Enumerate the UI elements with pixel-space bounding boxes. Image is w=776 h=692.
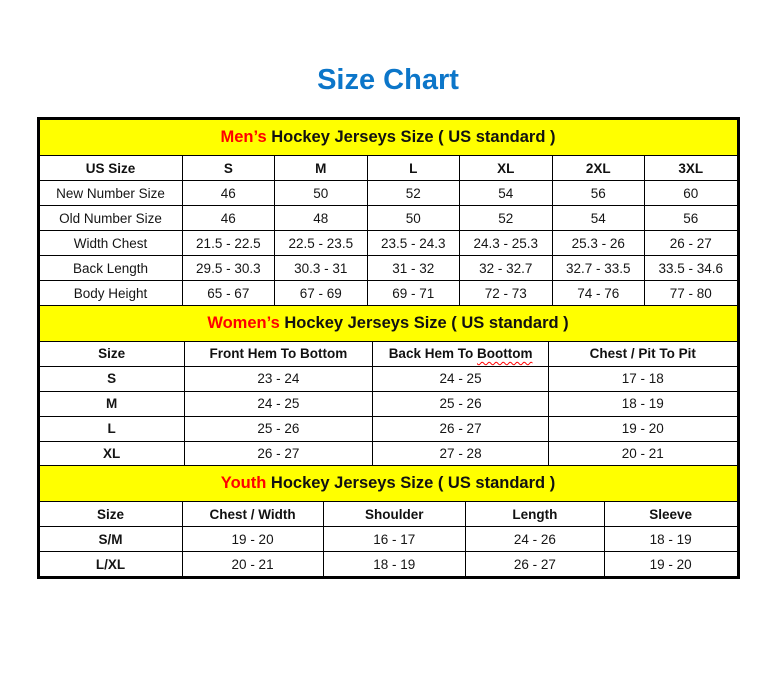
youth-caption-highlight: Youth [220, 474, 267, 492]
womens-section-caption [39, 305, 737, 341]
mens-size-table [39, 119, 738, 306]
mens-cell: 65 - 67 [182, 281, 274, 306]
mens-table-row [39, 181, 737, 206]
mens-cell: 67 - 69 [275, 281, 367, 306]
mens-table-row [39, 206, 737, 231]
mens-column-header: 3XL [645, 156, 738, 181]
mens-cell: 54 [460, 181, 552, 206]
womens-table-row [39, 391, 737, 416]
womens-row-label: S [39, 366, 184, 391]
mens-cell: 52 [460, 206, 552, 231]
mens-cell: 46 [182, 181, 274, 206]
mens-table-row [39, 281, 737, 306]
mens-cell: 52 [367, 181, 459, 206]
mens-cell: 48 [275, 206, 367, 231]
mens-row-label: Width Chest [39, 231, 182, 256]
womens-cell: 27 - 28 [373, 441, 549, 466]
womens-row-label: XL [39, 441, 184, 466]
mens-section-caption [39, 120, 737, 156]
youth-column-header: Length [465, 502, 604, 527]
youth-row-label: S/M [39, 527, 182, 552]
mens-cell: 22.5 - 23.5 [275, 231, 367, 256]
youth-cell: 20 - 21 [182, 552, 323, 577]
youth-table-row [39, 527, 737, 552]
page-title: Size Chart [317, 64, 459, 96]
womens-caption-text: Hockey Jerseys Size ( US standard ) [279, 313, 569, 332]
womens-cell: 26 - 27 [184, 441, 372, 466]
womens-cell: 19 - 20 [549, 416, 737, 441]
womens-table-row [39, 366, 737, 391]
youth-column-header: Chest / Width [182, 502, 323, 527]
mens-cell: 56 [552, 181, 644, 206]
mens-cell: 33.5 - 34.6 [645, 256, 738, 281]
mens-column-header: S [182, 156, 274, 181]
mens-cell: 60 [645, 181, 738, 206]
youth-caption-text: Hockey Jerseys Size ( US standard ) [266, 474, 556, 492]
youth-cell: 24 - 26 [465, 527, 604, 552]
mens-column-header: XL [460, 156, 552, 181]
mens-cell: 74 - 76 [552, 281, 644, 306]
mens-cell: 50 [367, 206, 459, 231]
mens-row-label: Body Height [39, 281, 182, 306]
mens-cell: 32.7 - 33.5 [552, 256, 644, 281]
mens-row-label: Back Length [39, 256, 182, 281]
mens-cell: 25.3 - 26 [552, 231, 644, 256]
womens-cell: 17 - 18 [549, 366, 737, 391]
mens-column-header: US Size [39, 156, 182, 181]
mens-cell: 29.5 - 30.3 [182, 256, 274, 281]
womens-cell: 24 - 25 [184, 391, 372, 416]
youth-column-header: Shoulder [323, 502, 465, 527]
mens-cell: 54 [552, 206, 644, 231]
mens-cell: 21.5 - 22.5 [182, 231, 274, 256]
womens-cell: 25 - 26 [184, 416, 372, 441]
mens-cell: 69 - 71 [367, 281, 459, 306]
youth-cell: 16 - 17 [323, 527, 465, 552]
womens-row-label: M [39, 391, 184, 416]
mens-cell: 46 [182, 206, 274, 231]
mens-caption-highlight: Men’s [220, 128, 267, 146]
mens-row-label: Old Number Size [39, 206, 182, 231]
womens-cell: 23 - 24 [184, 366, 372, 391]
misspelled-word: Boottom [476, 346, 533, 361]
mens-table-row [39, 231, 737, 256]
womens-table-row [39, 441, 737, 466]
mens-cell: 31 - 32 [367, 256, 459, 281]
mens-row-label: New Number Size [39, 181, 182, 206]
womens-table-row [39, 416, 737, 441]
youth-cell: 18 - 19 [323, 552, 465, 577]
mens-cell: 77 - 80 [645, 281, 738, 306]
mens-column-header: M [275, 156, 367, 181]
mens-caption-text: Hockey Jerseys Size ( US standard ) [266, 128, 556, 146]
size-chart-tables [37, 117, 740, 579]
mens-cell: 50 [275, 181, 367, 206]
womens-cell: 26 - 27 [373, 416, 549, 441]
womens-column-header: Chest / Pit To Pit [549, 341, 737, 366]
youth-row-label: L/XL [39, 552, 182, 577]
womens-cell: 25 - 26 [373, 391, 549, 416]
mens-column-header: 2XL [552, 156, 644, 181]
mens-table-row [39, 256, 737, 281]
youth-table-row [39, 552, 737, 577]
womens-cell: 18 - 19 [549, 391, 737, 416]
youth-size-table [39, 465, 738, 577]
womens-column-header: Front Hem To Bottom [184, 341, 372, 366]
youth-header-row [39, 502, 737, 527]
womens-column-header: Back Hem To Boottom [373, 341, 549, 366]
womens-row-label: L [39, 416, 184, 441]
youth-cell: 19 - 20 [182, 527, 323, 552]
womens-cell: 24 - 25 [373, 366, 549, 391]
youth-column-header: Sleeve [604, 502, 737, 527]
womens-cell: 20 - 21 [549, 441, 737, 466]
youth-cell: 26 - 27 [465, 552, 604, 577]
youth-cell: 18 - 19 [604, 527, 737, 552]
womens-caption-highlight: Women’s [207, 313, 280, 332]
youth-section-caption [39, 466, 737, 502]
womens-column-header: Size [39, 341, 184, 366]
womens-header-row [39, 341, 737, 366]
youth-cell: 19 - 20 [604, 552, 737, 577]
womens-size-table [39, 305, 738, 467]
mens-cell: 30.3 - 31 [275, 256, 367, 281]
youth-column-header: Size [39, 502, 182, 527]
mens-cell: 26 - 27 [645, 231, 738, 256]
mens-cell: 72 - 73 [460, 281, 552, 306]
mens-column-header: L [367, 156, 459, 181]
mens-cell: 56 [645, 206, 738, 231]
mens-header-row [39, 156, 737, 181]
mens-cell: 24.3 - 25.3 [460, 231, 552, 256]
mens-cell: 23.5 - 24.3 [367, 231, 459, 256]
mens-cell: 32 - 32.7 [460, 256, 552, 281]
